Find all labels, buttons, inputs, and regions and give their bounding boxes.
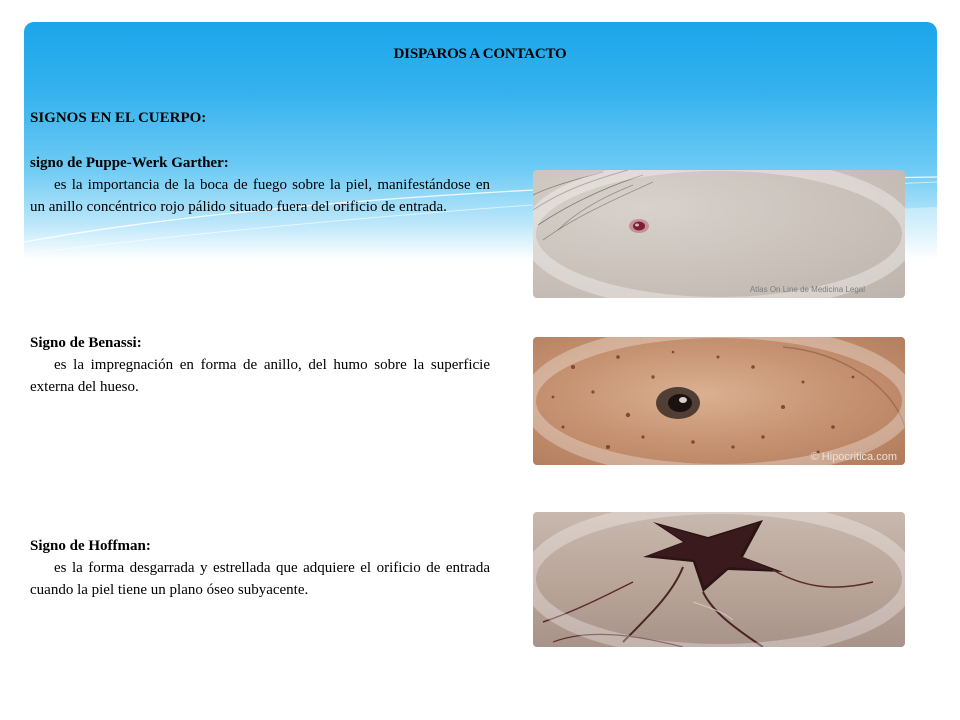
sign-name: signo de Puppe-Werk Garther: — [30, 155, 229, 171]
wound-photo-benassi — [533, 337, 905, 465]
burn-wound-illustration — [533, 337, 905, 465]
photo-watermark: Atlas On Line de Medicina Legal — [749, 285, 865, 294]
sign-name: Signo de Hoffman: — [30, 538, 151, 554]
wound-photo-hoffman — [533, 512, 905, 647]
slide-title: DISPAROS A CONTACTO — [393, 46, 567, 62]
sign-block-hoffman — [30, 535, 490, 601]
sign-description: es la importancia de la boca de fuego sobre la piel, manifestándose en un anillo concéntrico rojo pálido situado fuera del orificio de entrada. — [30, 177, 490, 215]
stellate-wound-illustration — [533, 512, 905, 647]
sign-description: es la impregnación en forma de anillo, del humo sobre la superficie externa del hueso. — [30, 357, 490, 395]
section-heading: SIGNOS EN EL CUERPO: — [30, 110, 207, 126]
photo-watermark: © Hipocritica.com — [810, 451, 897, 463]
wound-photo-puppe-werk — [533, 170, 905, 298]
sign-name: Signo de Benassi: — [30, 335, 142, 351]
sign-block-benassi — [30, 332, 490, 398]
skin-wound-illustration — [533, 170, 905, 298]
sign-block-puppe-werk — [30, 152, 490, 218]
sign-description: es la forma desgarrada y estrellada que adquiere el orificio de entrada cuando la piel tiene un plano óseo subyacente. — [30, 560, 490, 598]
